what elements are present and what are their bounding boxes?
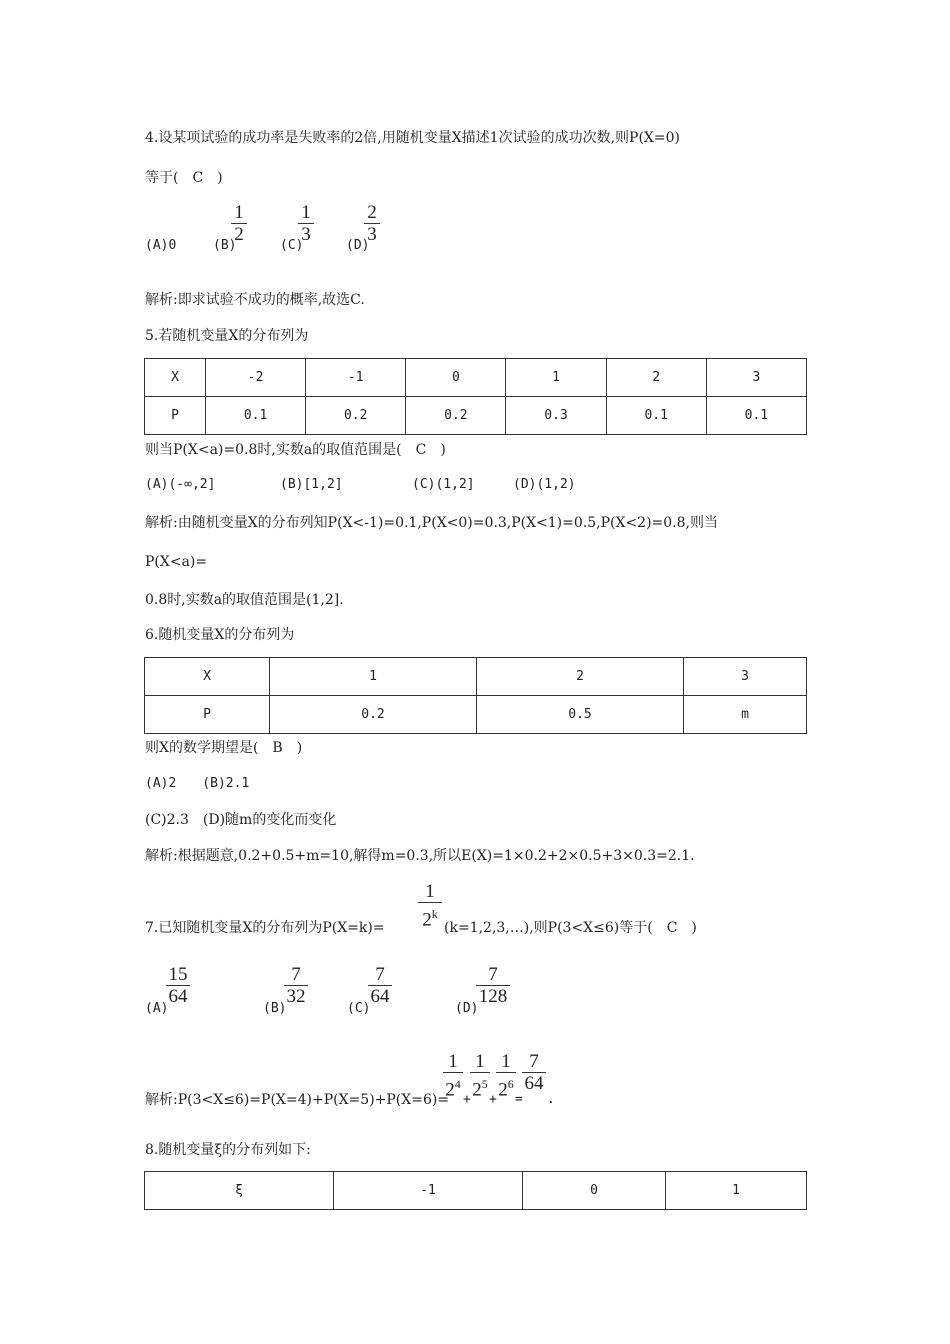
table-cell: P bbox=[145, 397, 206, 435]
q5-title: 5.若随机变量X的分布列为 bbox=[145, 328, 309, 344]
table-cell: 0.2 bbox=[306, 397, 406, 435]
q7-analysis-plus-2: + bbox=[489, 1092, 497, 1107]
q7-analysis-period: . bbox=[547, 1092, 555, 1107]
q8-title: 8.随机变量ξ的分布列如下: bbox=[145, 1142, 311, 1158]
q6-distribution-table bbox=[144, 657, 807, 734]
q5-option-a: (A)(-∞,2] bbox=[145, 477, 216, 492]
q6-title: 6.随机变量X的分布列为 bbox=[145, 627, 295, 643]
q4-option-b-label: (B) bbox=[213, 238, 237, 253]
q7-option-a-label: (A) bbox=[145, 1001, 169, 1016]
table-cell: 2 bbox=[477, 658, 684, 696]
table-cell: 1 bbox=[270, 658, 477, 696]
q7-stem-after: (k=1,2,3,…),则P(3<X≤6)等于( C ) bbox=[444, 920, 697, 936]
table-cell: 0.5 bbox=[477, 696, 684, 734]
q4-option-d-label: (D) bbox=[346, 238, 370, 253]
q7-option-b-label: (B) bbox=[263, 1001, 287, 1016]
q7-analysis-result: $\frac{7}{64}$ bbox=[522, 1052, 546, 1094]
q6-analysis: 解析:根据题意,0.2+0.5+m=10,解得m=0.3,所以E(X)=1×0.2+2×0.5+3×0.3=2.1. bbox=[145, 848, 695, 864]
q7-option-c-label: (C) bbox=[347, 1001, 371, 1016]
q7-option-d-fraction: $\frac{7}{128}$ bbox=[476, 965, 510, 1007]
table-cell: 3 bbox=[706, 359, 806, 397]
table-cell: 0.1 bbox=[706, 397, 806, 435]
q7-analysis-prefix: 解析:P(3<X≤6)=P(X=4)+P(X=5)+P(X=6)= bbox=[145, 1092, 450, 1108]
q4-analysis: 解析:即求试验不成功的概率,故选C. bbox=[145, 292, 365, 308]
table-cell: P bbox=[145, 696, 270, 734]
table-cell: -1 bbox=[306, 359, 406, 397]
q7-analysis-term-1: $\frac{1}{2^4}$ bbox=[443, 1052, 463, 1100]
table-cell: X bbox=[145, 658, 270, 696]
q5-option-c: (C)(1,2] bbox=[412, 477, 475, 492]
table-cell: 0 bbox=[523, 1172, 666, 1210]
q7-option-c-fraction: $\frac{7}{64}$ bbox=[368, 965, 392, 1007]
q6-options-line1: (A)2 (B)2.1 bbox=[145, 776, 250, 791]
q7-analysis-term-3: $\frac{1}{2^6}$ bbox=[496, 1052, 516, 1100]
table-cell: 3 bbox=[684, 658, 807, 696]
q7-analysis-plus-1: + bbox=[463, 1092, 471, 1107]
table-cell: -2 bbox=[206, 359, 306, 397]
q4-option-c-label: (C) bbox=[280, 238, 304, 253]
q4-stem-line2: 等于( C ) bbox=[145, 170, 223, 186]
table-cell: m bbox=[684, 696, 807, 734]
q4-stem-line1: 4.设某项试验的成功率是失败率的2倍,用随机变量X描述1次试验的成功次数,则P(X=0) bbox=[145, 130, 680, 146]
table-cell: 0.3 bbox=[506, 397, 606, 435]
q8-distribution-table bbox=[144, 1171, 807, 1210]
q7-option-d-label: (D) bbox=[455, 1001, 479, 1016]
q6-options-line2: (C)2.3 (D)随m的变化而变化 bbox=[145, 812, 337, 828]
table-cell: 0.1 bbox=[206, 397, 306, 435]
q5-analysis-line1: 解析:由随机变量X的分布列知P(X<-1)=0.1,P(X<0)=0.3,P(X<1)=0.5,P(X<2)=0.8,则当 bbox=[145, 515, 718, 531]
table-cell: 0.2 bbox=[270, 696, 477, 734]
table-cell: X bbox=[145, 359, 206, 397]
q5-option-b: (B)[1,2] bbox=[280, 477, 343, 492]
q4-option-b-fraction: $\frac{1}{2}$ bbox=[231, 203, 247, 245]
table-cell: 0 bbox=[406, 359, 506, 397]
q5-question: 则当P(X<a)=0.8时,实数a的取值范围是( C ) bbox=[145, 442, 446, 458]
q5-option-d: (D)(1,2) bbox=[513, 477, 576, 492]
q7-analysis-equals: = bbox=[515, 1092, 523, 1107]
q5-analysis-line3: 0.8时,实数a的取值范围是(1,2]. bbox=[145, 592, 344, 608]
q7-option-b-fraction: $\frac{7}{32}$ bbox=[284, 965, 308, 1007]
q7-stem-before: 7.已知随机变量X的分布列为P(X=k)= bbox=[145, 920, 385, 936]
table-cell: -1 bbox=[334, 1172, 523, 1210]
q4-option-d-fraction: $\frac{2}{3}$ bbox=[364, 203, 380, 245]
q4-option-a: (A)0 bbox=[145, 238, 177, 253]
q7-stem-fraction: $\frac{1}{2^k}$ bbox=[418, 882, 442, 930]
table-cell: ξ bbox=[145, 1172, 334, 1210]
q5-distribution-table bbox=[144, 358, 807, 435]
q7-option-a-fraction: $\frac{15}{64}$ bbox=[166, 965, 190, 1007]
q4-option-c-fraction: $\frac{1}{3}$ bbox=[298, 203, 314, 245]
q6-question: 则X的数学期望是( B ) bbox=[145, 740, 303, 756]
table-cell: 1 bbox=[506, 359, 606, 397]
q5-analysis-line2: P(X<a)= bbox=[145, 554, 208, 570]
table-cell: 1 bbox=[666, 1172, 807, 1210]
table-cell: 2 bbox=[606, 359, 706, 397]
table-cell: 0.2 bbox=[406, 397, 506, 435]
table-cell: 0.1 bbox=[606, 397, 706, 435]
q7-analysis-term-2: $\frac{1}{2^5}$ bbox=[470, 1052, 490, 1100]
